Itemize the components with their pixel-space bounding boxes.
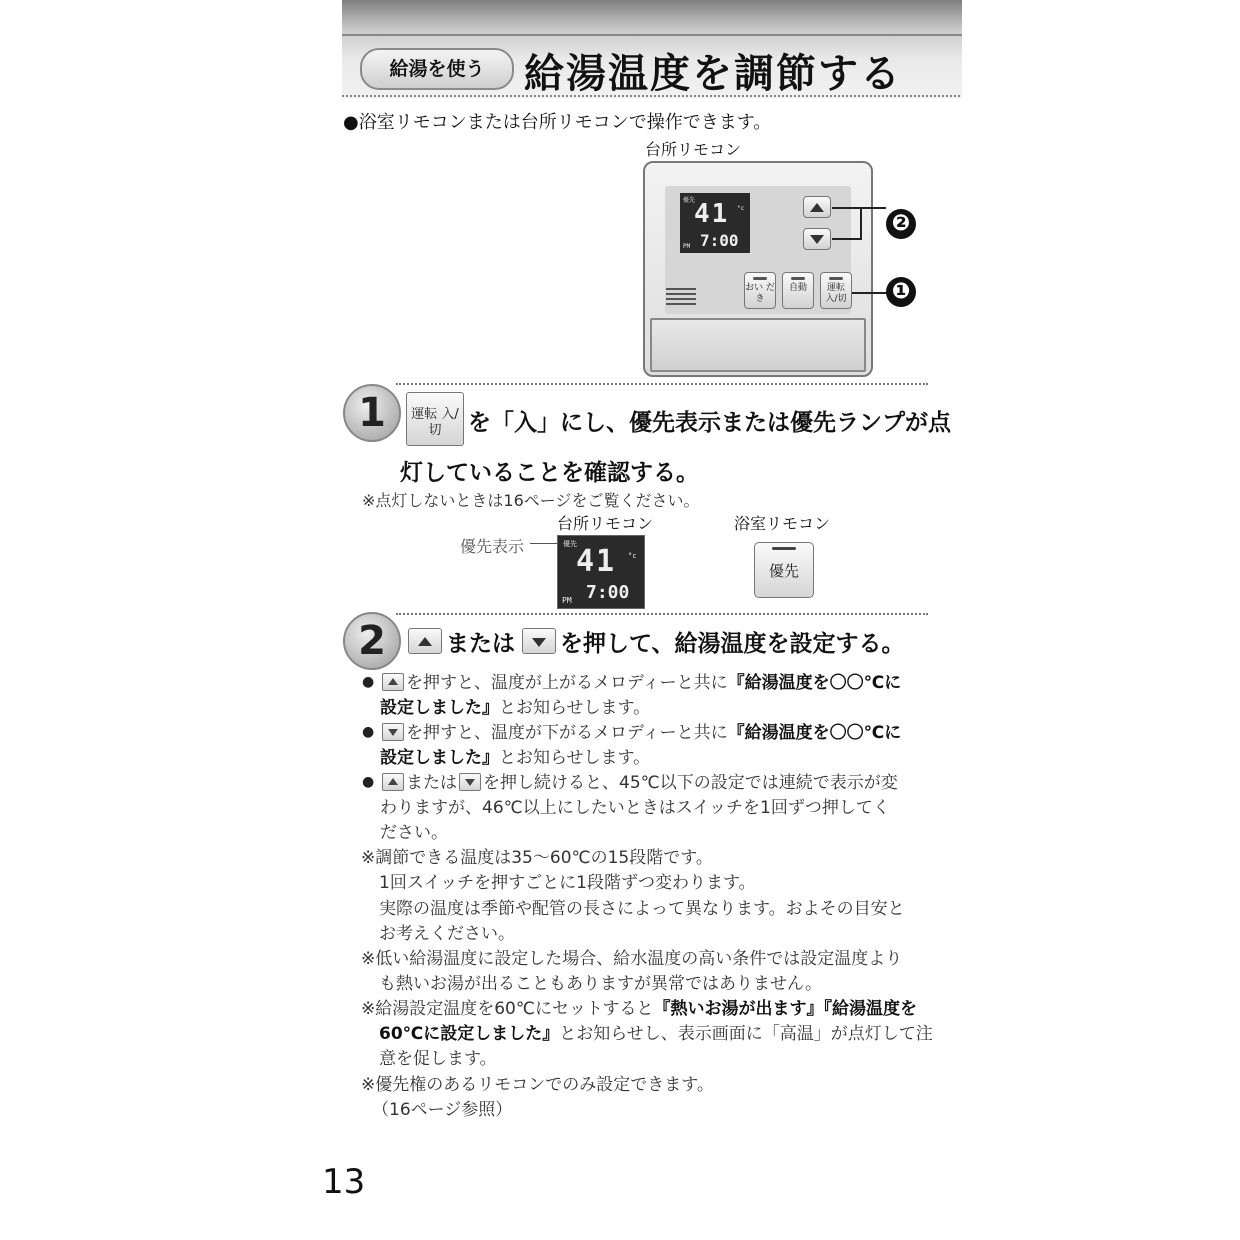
- bullet-2-text: を押すと、温度が下がるメロディーと共に: [406, 723, 728, 743]
- step2-or: または: [446, 631, 515, 657]
- lcd-priority: 優先: [683, 197, 696, 204]
- section-tag: 給湯を使う: [360, 48, 514, 90]
- header-divider: [342, 95, 960, 97]
- priority-leader: [530, 543, 558, 544]
- step1-divider: [396, 383, 928, 385]
- callout-leader-2c: [860, 207, 862, 239]
- note-4-line1: ※優先権のあるリモコンでのみ設定できます。: [361, 1075, 714, 1095]
- bullet-1-text: を押すと、温度が上がるメロディーと共に: [406, 673, 728, 693]
- note-4-line2: （16ページ参照）: [372, 1100, 513, 1120]
- lcd-time: 7:00: [586, 582, 630, 603]
- bullet-1-bold: 『給湯温度を〇〇℃に: [727, 673, 902, 693]
- bath-remote-label: 浴室リモコン: [734, 514, 831, 533]
- bullet-2: [380, 721, 940, 771]
- callout-leader-2b: [832, 238, 862, 240]
- auto-button[interactable]: 自動: [782, 272, 814, 309]
- note-3-bold1: 『熱いお湯が出ます』『給湯温度を: [653, 999, 917, 1019]
- bath-priority-button: 優先: [754, 542, 814, 598]
- note-1-line2: 1回スイッチを押すごとに1段階ずつ変わります。: [379, 873, 756, 893]
- lcd-unit: °c: [628, 552, 637, 560]
- lcd-priority: 優先: [563, 540, 577, 548]
- bullet-dot: ●: [362, 774, 375, 790]
- priority-display-label: 優先表示: [460, 537, 525, 556]
- callout-badge-2: ❷: [886, 209, 916, 239]
- power-button-icon: 運転 入/切: [406, 392, 464, 446]
- down-arrow-icon: [459, 773, 481, 791]
- note-3-mid: とお知らせし、表示画面に「高温」が点灯して注: [559, 1024, 933, 1044]
- callout-leader-1: [852, 292, 890, 294]
- power-button[interactable]: 運転 入/切: [820, 272, 852, 309]
- step1-text-line1: を「入」にし、優先表示または優先ランプが点: [468, 410, 951, 436]
- kitchen-remote-label: 台所リモコン: [557, 514, 654, 533]
- bullet-2-bold2: 設定しました』: [380, 748, 499, 768]
- bullet-3-line1: を押し続けると、45℃以下の設定では連続で表示が変: [483, 773, 898, 793]
- up-button-icon: [408, 628, 442, 654]
- step2-divider: [396, 613, 928, 615]
- step1-text-line2: 灯していることを確認する。: [400, 460, 699, 486]
- down-arrow-icon: [532, 638, 546, 647]
- bullet-3-or: または: [406, 773, 457, 793]
- bullet-1-post: とお知らせします。: [499, 698, 651, 718]
- note-1-line3: 実際の温度は季節や配管の長さによって異なります。およその目安と: [379, 899, 905, 919]
- remote-lid: [650, 318, 866, 372]
- bullet-2-post: とお知らせします。: [499, 748, 651, 768]
- remote-lcd: [680, 193, 750, 253]
- note-2-line2: も熱いお湯が出ることもありますが異常ではありません。: [379, 974, 823, 994]
- bullet-2-bold: 『給湯温度を〇〇℃に: [727, 723, 902, 743]
- speaker-grille-icon: [666, 288, 696, 308]
- note-1-line4: お考えください。: [379, 924, 515, 944]
- bullet-dot: ●: [362, 724, 375, 740]
- bullet-3-line3: ださい。: [380, 823, 448, 843]
- note-3-end: 意を促します。: [379, 1049, 497, 1069]
- oidaki-button[interactable]: おい だき: [744, 272, 776, 309]
- lcd-unit: °c: [737, 205, 745, 212]
- up-arrow-icon: [382, 673, 404, 691]
- step1-number: 1: [343, 384, 401, 442]
- bullet-3-line2: わりますが、46℃以上にしたいときはスイッチを1回ずつ押してく: [380, 798, 890, 818]
- up-arrow-icon: [810, 203, 824, 212]
- remote-label: 台所リモコン: [645, 140, 742, 159]
- temp-up-button[interactable]: [803, 196, 831, 218]
- note-3: [361, 997, 941, 1072]
- priority-lamp: [772, 547, 796, 550]
- bullet-1-bold2: 設定しました』: [380, 698, 499, 718]
- lcd-temp: 41: [694, 199, 730, 229]
- up-arrow-icon: [418, 637, 432, 646]
- up-arrow-icon: [382, 773, 404, 791]
- lcd-temp: 41: [576, 544, 617, 579]
- header-rule: [342, 34, 962, 36]
- page-number: 13: [322, 1162, 366, 1202]
- intro-text: ●浴室リモコンまたは台所リモコンで操作できます。: [343, 112, 772, 133]
- page-title: 給湯温度を調節する: [524, 51, 902, 97]
- step1-note: ※点灯しないときは16ページをご覧ください。: [362, 491, 700, 510]
- step2-number: 2: [343, 612, 401, 670]
- callout-badge-1: ❶: [886, 277, 916, 307]
- lcd-ampm: PM: [562, 596, 572, 605]
- bullet-1: [380, 671, 940, 721]
- temp-down-button[interactable]: [803, 228, 831, 250]
- lcd-ampm: PM: [683, 243, 691, 250]
- down-arrow-icon: [382, 723, 404, 741]
- note-2-line1: ※低い給湯温度に設定した場合、給水温度の高い条件では設定温度より: [361, 949, 903, 969]
- callout-leader-2: [832, 207, 886, 209]
- kitchen-lcd: [557, 535, 645, 609]
- down-arrow-icon: [810, 235, 824, 244]
- bullet-3: [380, 771, 940, 846]
- step2-text: を押して、給湯温度を設定する。: [560, 631, 905, 657]
- note-3-bold2: 60℃に設定しました』: [379, 1024, 560, 1044]
- note-3-pre: ※給湯設定温度を60℃にセットすると: [361, 999, 654, 1019]
- note-1-line1: ※調節できる温度は35～60℃の15段階です。: [361, 848, 713, 868]
- down-button-icon: [522, 628, 556, 654]
- lcd-time: 7:00: [700, 231, 739, 250]
- bullet-dot: ●: [362, 674, 375, 690]
